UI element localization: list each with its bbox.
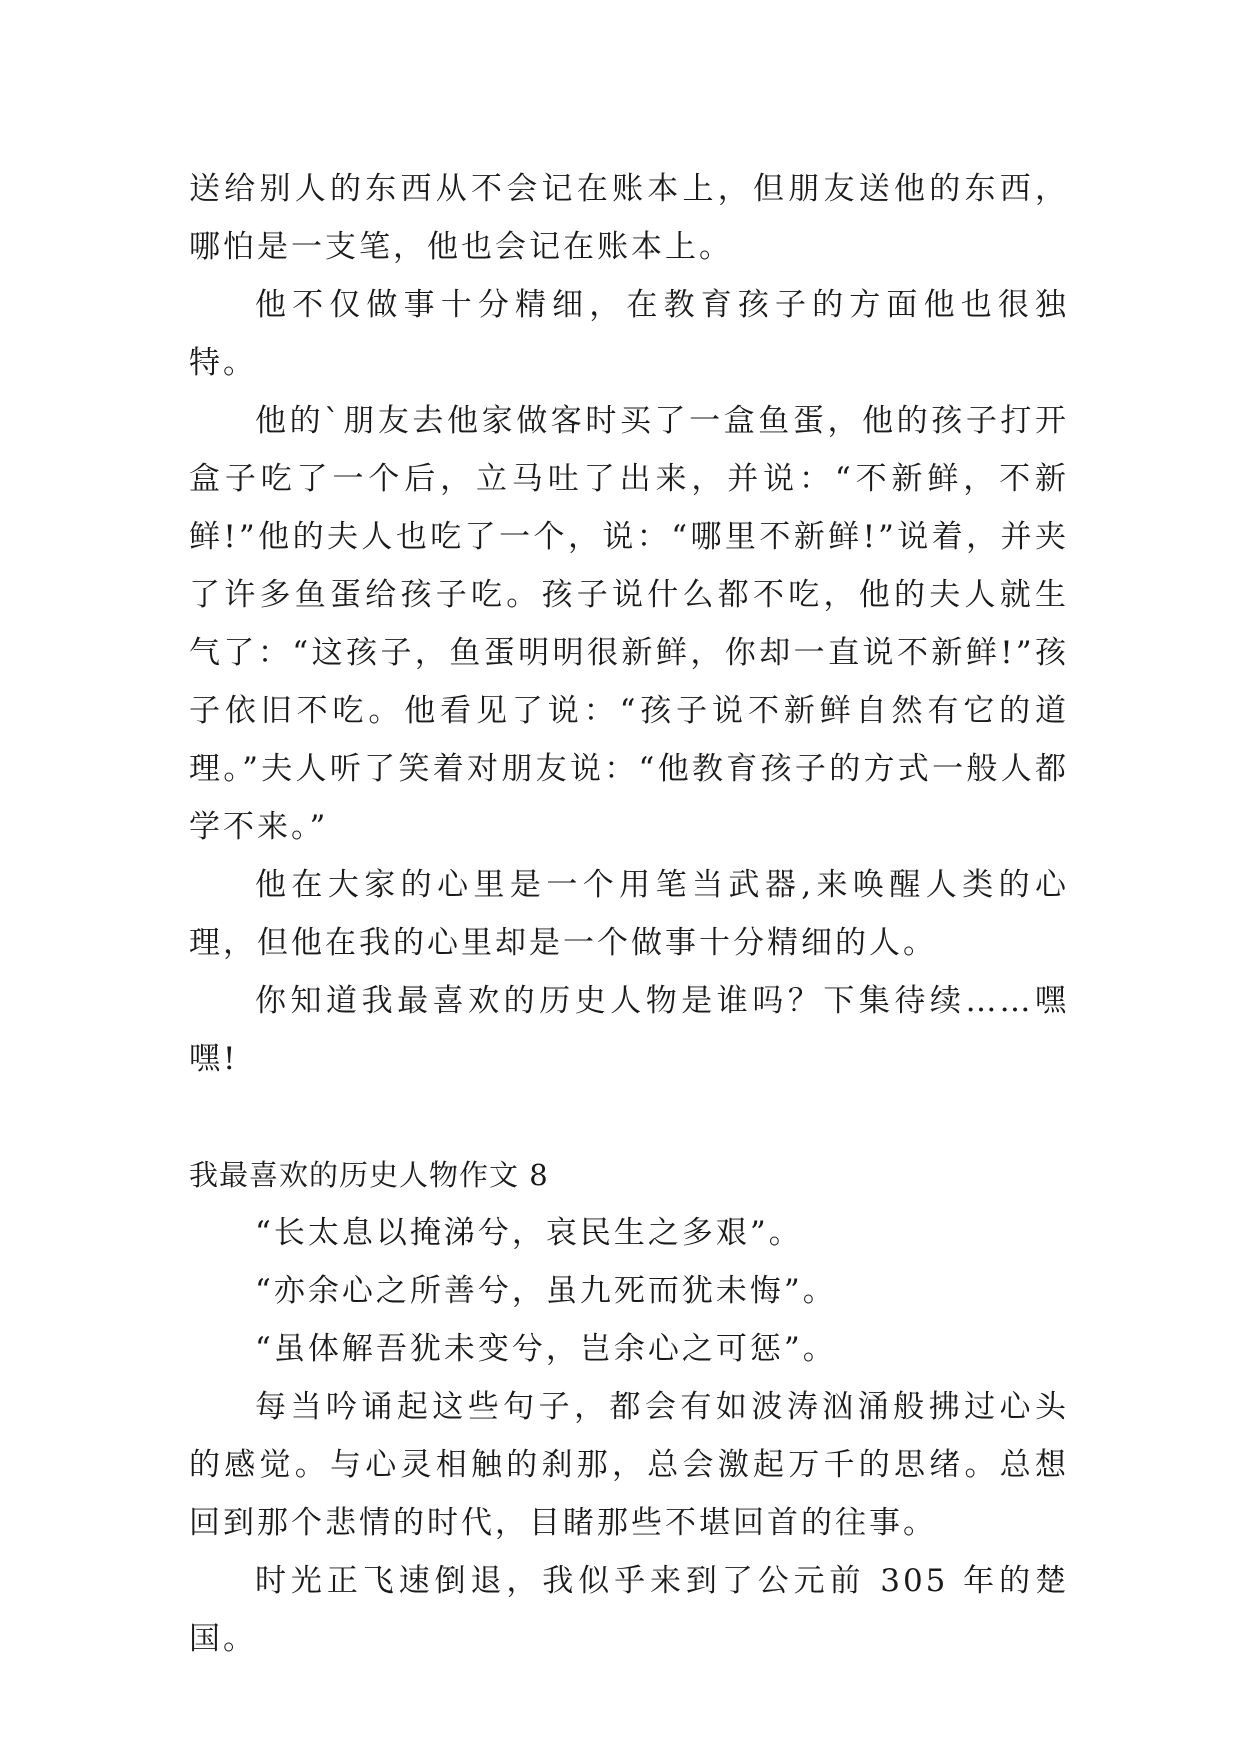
paragraph-6: 每当吟诵起这些句子，都会有如波涛汹涌般拂过心头的感觉。与心灵相触的刹那，总会激起万千的思绪。总想回到那个悲情的时代，目睹那些不堪回首的往事。 [189, 1389, 1069, 1541]
document-body [189, 160, 1069, 1668]
paragraph-3: 他的`朋友去他家做客时买了一盒鱼蛋，他的孩子打开盒子吃了一个后，立马吐了出来，并说：“不新鲜，不新鲜!”他的夫人也吃了一个，说：“哪里不新鲜!”说着，并夹了许多鱼蛋给孩子吃。孩子说什么都不吃，他的夫人就生气了：“这孩子，鱼蛋明明很新鲜，你却一直说不新鲜!”孩子依旧不吃。他看见了说：“孩子说不新鲜自然有它的道理。”夫人听了笑着对朋友说：“他教育孩子的方式一般人都学不来。” [189, 403, 1069, 845]
quote-2: “亦余心之所善兮，虽九死而犹未悔”。 [255, 1273, 837, 1309]
paragraph-1: 送给别人的东西从不会记在账本上，但朋友送他的东西，哪怕是一支笔，他也会记在账本上。 [189, 171, 1069, 265]
paragraph-2: 他不仅做事十分精细，在教育孩子的方面他也很独特。 [189, 287, 1069, 381]
quote-3: “虽体解吾犹未变兮，岂余心之可惩”。 [255, 1331, 837, 1367]
paragraph-7: 时光正飞速倒退，我似乎来到了公元前 305 年的楚国。 [189, 1563, 1069, 1657]
paragraph-5: 你知道我最喜欢的历史人物是谁吗？下集待续……嘿嘿! [189, 983, 1069, 1077]
paragraph-4: 他在大家的心里是一个用笔当武器,来唤醒人类的心理，但他在我的心里却是一个做事十分精细的人。 [189, 867, 1069, 961]
quote-1: “长太息以掩涕兮，哀民生之多艰”。 [255, 1215, 803, 1251]
section-heading: 我最喜欢的历史人物作文 8 [189, 1158, 549, 1192]
section-gap [189, 1088, 1069, 1146]
